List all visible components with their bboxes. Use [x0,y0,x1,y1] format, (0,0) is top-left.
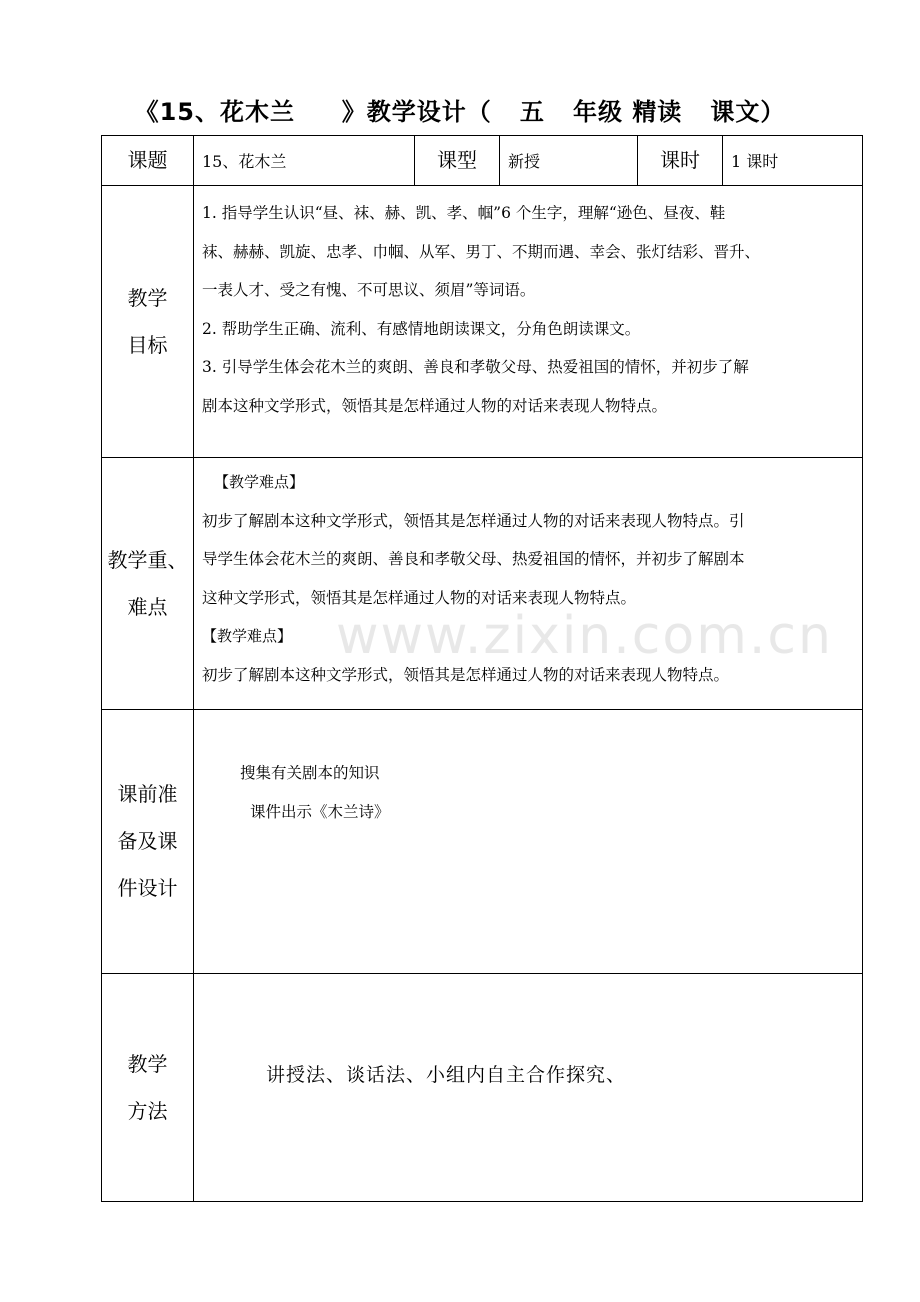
methods-label [102,974,194,1202]
methods-label-line: 方法 [127,1098,168,1123]
goals-line: 剧本这种文学形式，领悟其是怎样通过人物的对话来表现人物特点。 [202,396,668,415]
key-points-content [194,458,863,710]
goals-label-line: 目标 [127,332,168,357]
header-row [102,136,863,186]
title-grade: 五 [519,98,545,126]
key-points-row [102,458,863,710]
goals-label [102,186,194,458]
prep-row [102,710,863,974]
methods-row [102,974,863,1202]
prep-line: 课件出示《木兰诗》 [250,802,390,821]
lesson-type-label: 课型 [415,136,500,186]
prep-label-line: 备及课 [117,829,178,853]
topic-label: 课题 [102,136,194,186]
methods-label-line: 教学 [127,1051,168,1076]
methods-text: 讲授法、谈话法、小组内自主合作探究、 [266,1064,627,1086]
goals-row [102,186,863,458]
difficulty-line: 导学生体会花木兰的爽朗、善良和孝敬父母、热爱祖国的情怀，并初步了解剧本 [202,550,745,568]
goals-line: 一表人才、受之有愧、不可思议、须眉”等词语。 [202,281,536,299]
goals-line: 1. 指导学生认识“昼、袜、赫、凯、孝、帼”6 个生字，理解“逊色、昼夜、鞋 [202,204,726,222]
goals-content [194,186,863,458]
difficulty-heading: 【教学难点】 [214,473,305,491]
title-close: 》教学设计（ [341,98,492,126]
prep-label-line: 课前准 [117,782,178,806]
difficulty-line: 这种文学形式，领悟其是怎样通过人物的对话来表现人物特点。 [202,588,637,607]
topic-value: 15、花木兰 [194,136,415,186]
goals-line: 3. 引导学生体会花木兰的爽朗、善良和孝敬父母、热爱祖国的情怀，并初步了解 [202,358,749,376]
prep-line: 搜集有关剧本的知识 [240,764,380,782]
document-title [0,92,920,127]
key-points-label-line: 难点 [127,594,168,619]
methods-content [194,974,863,1202]
difficulty-line: 初步了解剧本这种文学形式，领悟其是怎样通过人物的对话来表现人物特点。引 [202,511,745,530]
title-open: 《15、花木兰 [134,98,296,126]
difficulty-line: 初步了解剧本这种文学形式，领悟其是怎样通过人物的对话来表现人物特点。 [202,665,730,684]
difficulty-heading: 【教学难点】 [202,627,293,645]
watermark: www.zixin.com.cn [336,606,833,666]
hours-value: 1 课时 [723,136,863,186]
title-grade-label: 年级 [572,98,623,126]
key-points-label [102,458,194,710]
prep-label-line: 件设计 [117,876,178,900]
goals-line: 袜、赫赫、凯旋、忠孝、巾帼、从军、男丁、不期而遇、幸会、张灯结彩、晋升、 [202,242,761,261]
title-suffix: 课文） [710,98,786,126]
prep-label [102,710,194,974]
goals-line: 2. 帮助学生正确、流利、有感情地朗读课文，分角色朗读课文。 [202,319,641,338]
prep-content [194,710,863,974]
lesson-type-value: 新授 [500,136,638,186]
title-type: 精读 [632,98,683,126]
lesson-plan-table [101,135,863,1202]
goals-label-line: 教学 [127,285,168,310]
hours-label: 课时 [638,136,723,186]
key-points-label-line: 教学重、 [107,547,188,572]
